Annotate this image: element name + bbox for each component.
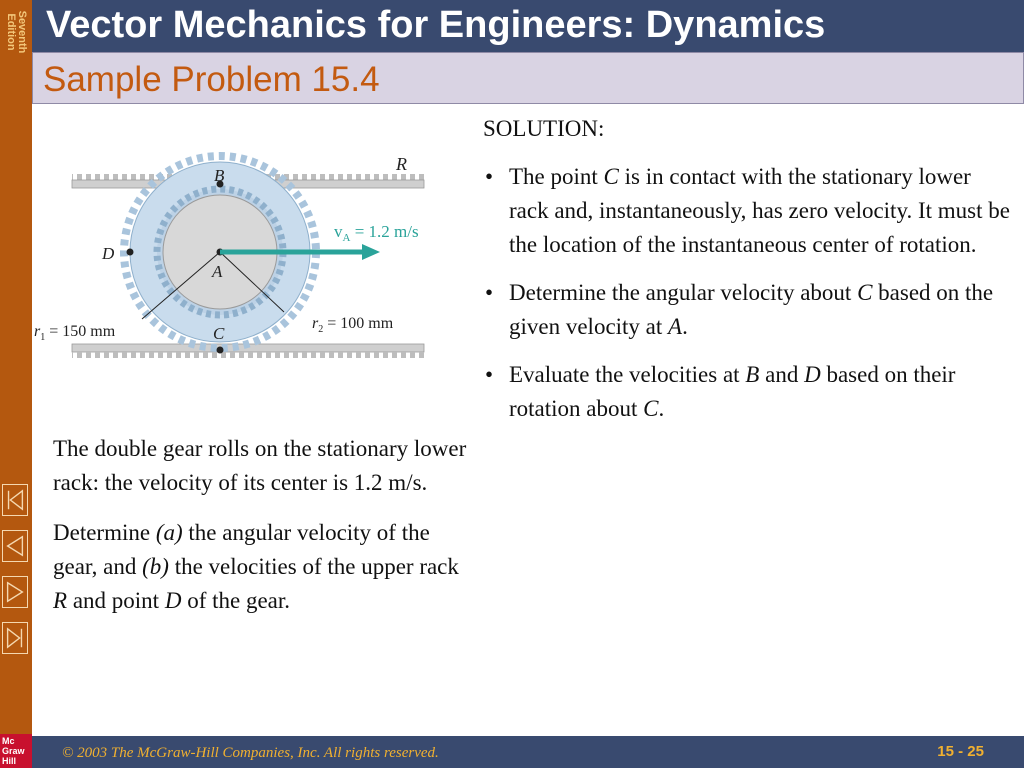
label-d: D xyxy=(102,244,115,263)
point-c xyxy=(217,347,224,354)
solution-bullet-1: • The point C is in contact with the stationary lower rack and, instantaneously, has zero velocity. It must be the location of the instantaneous center of rotation. xyxy=(483,160,1013,262)
edition-line-1: Seventh xyxy=(16,10,28,54)
r1-label: $r_1 = 150$ mm xyxy=(34,323,116,343)
problem-paragraph-2: Determine (a) the angular velocity of the gear, and (b) the velocities of the upper rack R and point D of the gear. xyxy=(53,520,459,613)
velocity-label: $v_A = 1.2$ m/s xyxy=(334,222,419,244)
next-slide-icon xyxy=(3,577,27,607)
label-b: B xyxy=(214,166,225,185)
label-c: C xyxy=(213,324,225,343)
copyright-text: © 2003 The McGraw-Hill Companies, Inc. All rights reserved. xyxy=(62,745,439,761)
solution-heading: SOLUTION: xyxy=(483,116,605,141)
previous-slide-button[interactable] xyxy=(2,530,28,562)
book-title: Vector Mechanics for Engineers: Dynamics xyxy=(46,4,826,46)
solution-list xyxy=(483,160,1013,426)
r2-label: $r_2 = 100$ mm xyxy=(312,315,394,335)
velocity-arrowhead xyxy=(362,244,380,260)
gear-diagram xyxy=(32,104,472,368)
slide-title: Sample Problem 15.4 xyxy=(43,60,380,99)
edition-line-2: Edition xyxy=(5,13,17,51)
publisher-logo: Mc Graw Hill xyxy=(0,734,32,768)
solution-bullet-3: • Evaluate the velocities at B and D based on their rotation about C. xyxy=(483,358,1013,426)
next-slide-button[interactable] xyxy=(2,576,28,608)
page-number: 15 - 25 xyxy=(937,743,984,760)
point-d xyxy=(127,249,134,256)
last-slide-icon xyxy=(3,623,27,653)
slide-footer xyxy=(32,736,1024,768)
problem-paragraph-1: The double gear rolls on the stationary lower rack: the velocity of its center is 1.2 m/s. xyxy=(53,436,467,495)
label-r: R xyxy=(396,154,407,174)
slide-subheader xyxy=(32,52,1024,104)
last-slide-button[interactable] xyxy=(2,622,28,654)
previous-slide-icon xyxy=(3,531,27,561)
problem-statement xyxy=(53,432,473,634)
left-sidebar xyxy=(0,0,32,768)
gear-rack-figure xyxy=(32,104,472,368)
label-a: A xyxy=(212,262,223,281)
first-slide-icon xyxy=(3,485,27,515)
solution-section xyxy=(483,112,1013,440)
solution-bullet-2: • Determine the angular velocity about C based on the given velocity at A. xyxy=(483,276,1013,344)
slide-header xyxy=(32,0,1024,52)
edition-badge xyxy=(0,0,32,64)
first-slide-button[interactable] xyxy=(2,484,28,516)
